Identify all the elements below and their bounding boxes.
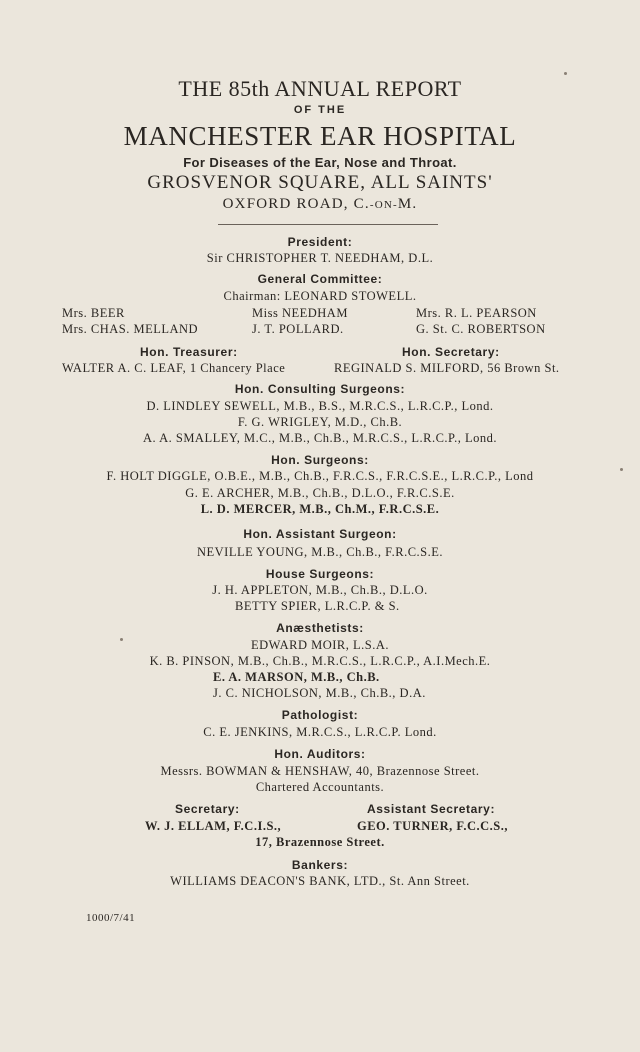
treasurer-name: WALTER A. C. LEAF, 1 Chancery Place [62, 361, 286, 375]
committee-member: G. St. C. ROBERTSON [416, 322, 546, 336]
print-code: 1000/7/41 [86, 912, 136, 924]
surgeon: G. E. ARCHER, M.B., Ch.B., D.L.O., F.R.C.S.E. [185, 486, 455, 500]
address-line-2-end: M. [397, 196, 418, 212]
president-name: Sir CHRISTOPHER T. NEEDHAM, D.L. [206, 251, 434, 265]
assistant-surgeon-name: NEVILLE YOUNG, M.B., Ch.B., F.R.C.S.E. [196, 545, 444, 559]
committee-member: Mrs. R. L. PEARSON [416, 306, 537, 320]
consulting-surgeon: A. A. SMALLEY, M.C., M.B., Ch.B., M.R.C.S., L.R.C.P., Lond. [143, 431, 497, 445]
assistant-surgeon-heading: Hon. Assistant Surgeon: [243, 527, 397, 541]
committee-member: Mrs. CHAS. MELLAND [62, 322, 199, 336]
secretary-name: W. J. ELLAM, F.C.I.S., [145, 819, 282, 833]
secretaries-address: 17, Brazennose Street. [255, 835, 385, 849]
committee-member: J. T. POLLARD. [252, 322, 344, 336]
hospital-name: MANCHESTER EAR HOSPITAL [123, 121, 517, 151]
report-title: THE 85th ANNUAL REPORT [178, 76, 462, 101]
pathologist-heading: Pathologist: [281, 708, 359, 722]
paper-speck [620, 468, 623, 471]
committee-heading: General Committee: [257, 272, 383, 286]
consulting-surgeon: D. LINDLEY SEWELL, M.B., B.S., M.R.C.S., L.R.C.P., Lond. [146, 399, 494, 413]
pathologist-name: C. E. JENKINS, M.R.C.S., L.R.C.P. Lond. [203, 725, 437, 739]
anaesthetists-heading: Anæsthetists: [276, 621, 364, 635]
committee-member: Mrs. BEER [62, 306, 125, 320]
consulting-surgeons-heading: Hon. Consulting Surgeons: [234, 382, 406, 396]
bankers-name: WILLIAMS DEACON'S BANK, LTD., St. Ann Street. [170, 874, 470, 888]
assistant-secretary-heading: Assistant Secretary: [367, 802, 496, 816]
auditors-qualification: Chartered Accountants. [255, 780, 385, 794]
anaesthetist: K. B. PINSON, M.B., Ch.B., M.R.C.S., L.R.C.P., A.I.Mech.E. [149, 654, 491, 668]
committee-member: Miss NEEDHAM [252, 306, 348, 320]
house-surgeon: BETTY SPIER, L.R.C.P. & S. [235, 599, 400, 613]
president-heading: President: [287, 235, 353, 249]
hon-secretary-heading: Hon. Secretary: [402, 345, 500, 359]
address-line-1: GROSVENOR SQUARE, ALL SAINTS' [147, 172, 493, 193]
house-surgeons-heading: House Surgeons: [265, 567, 375, 581]
hospital-subtitle: For Diseases of the Ear, Nose and Throat. [183, 155, 457, 170]
committee-chairman: Chairman: LEONARD STOWELL. [223, 289, 417, 303]
address-line-2 [0, 196, 640, 213]
assistant-secretary-name: GEO. TURNER, F.C.C.S., [357, 819, 508, 833]
surgeon: F. HOLT DIGGLE, O.B.E., M.B., Ch.B., F.R.C.S., F.R.C.S.E., L.R.C.P., Lond [106, 469, 534, 483]
secretary-heading: Secretary: [175, 802, 240, 816]
bankers-heading: Bankers: [291, 858, 349, 872]
treasurer-heading: Hon. Treasurer: [140, 345, 238, 359]
surgeon: L. D. MERCER, M.B., Ch.M., F.R.C.S.E. [200, 502, 440, 516]
paper-speck [120, 638, 123, 641]
consulting-surgeon: F. G. WRIGLEY, M.D., Ch.B. [237, 415, 403, 429]
auditors-heading: Hon. Auditors: [274, 747, 366, 761]
anaesthetist: EDWARD MOIR, L.S.A. [251, 638, 389, 652]
title-divider [218, 224, 438, 225]
paper-speck [564, 72, 567, 75]
hon-secretary-name: REGINALD S. MILFORD, 56 Brown St. [334, 361, 560, 375]
anaesthetist: J. C. NICHOLSON, M.B., Ch.B., D.A. [213, 686, 426, 700]
auditors-firm: Messrs. BOWMAN & HENSHAW, 40, Brazennose Street. [160, 764, 480, 778]
house-surgeon: J. H. APPLETON, M.B., Ch.B., D.L.O. [212, 583, 428, 597]
address-line-2-small: -ON- [369, 199, 398, 211]
of-the: OF THE [293, 104, 347, 116]
surgeons-heading: Hon. Surgeons: [271, 453, 369, 467]
anaesthetist: E. A. MARSON, M.B., Ch.B. [213, 670, 380, 684]
address-line-2-main: OXFORD ROAD, C. [222, 196, 370, 212]
